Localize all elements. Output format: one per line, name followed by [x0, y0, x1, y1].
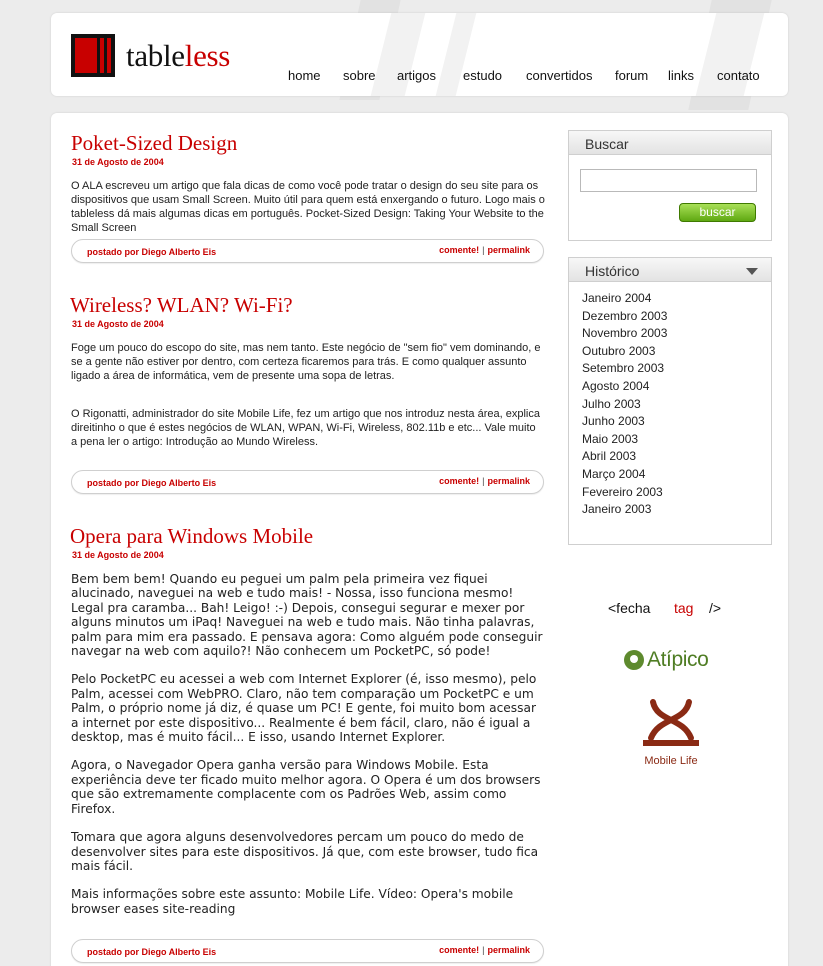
- search-button[interactable]: buscar: [679, 203, 756, 222]
- history-item[interactable]: Maio 2003: [582, 431, 639, 446]
- post: [71, 131, 545, 235]
- nav-convertidos[interactable]: convertidos: [526, 68, 593, 83]
- tag-word: tag: [674, 600, 694, 616]
- post-body: [71, 341, 544, 449]
- post-footer: [71, 239, 544, 263]
- atipico-logo-icon: [624, 650, 644, 670]
- history-title: Histórico: [585, 263, 640, 279]
- permalink-link[interactable]: permalink: [487, 945, 530, 955]
- atipico-text: Atípico: [647, 648, 709, 671]
- history-item[interactable]: Janeiro 2004: [582, 291, 652, 305]
- main-content: [51, 113, 788, 966]
- nav-contato[interactable]: contato: [717, 68, 760, 83]
- post-links: comente! | permalink: [439, 245, 530, 255]
- post-date: 31 de Agosto de 2004: [72, 319, 164, 329]
- mobile-life-logo-icon: [641, 698, 701, 750]
- history-list: [569, 282, 771, 519]
- search-box: [568, 130, 772, 241]
- post-paragraph: Bem bem bem! Quando eu peguei um palm pela primeira vez fiquei alucinado, naveguei na web e tudo mais! - Nossa, isso funciona mesmo! Legal pra caramba... Bah! Leigo! :-) Depois, consegui segurar e mexer por alguns minutos um iPaq! Naveguei na web e tudo mais. Não tinha palavras, palm para mim era passado. E pensava agora: Como alguém pode conseguir navegar na web com aquilo?! Não conhecem um PocketPC, só pode!: [71, 572, 543, 659]
- history-item[interactable]: Março 2004: [582, 466, 646, 481]
- comment-link[interactable]: comente!: [439, 945, 480, 955]
- comment-link[interactable]: comente!: [439, 476, 480, 486]
- mobile-life-text: Mobile Life: [644, 755, 698, 767]
- nav-links[interactable]: links: [668, 68, 695, 83]
- permalink-link[interactable]: permalink: [487, 476, 530, 486]
- history-item[interactable]: Novembro 2003: [582, 326, 668, 341]
- post: [70, 524, 544, 916]
- post-title[interactable]: Opera para Windows Mobile: [70, 524, 314, 548]
- post-author: postado por Diego Alberto Eis: [87, 247, 217, 257]
- nav-forum[interactable]: forum: [615, 68, 649, 83]
- history-item[interactable]: Janeiro 2003: [582, 502, 652, 517]
- site-header: [51, 13, 788, 96]
- nav-sobre[interactable]: sobre: [343, 68, 376, 83]
- atipico-badge[interactable]: [624, 648, 708, 672]
- nav-artigos[interactable]: artigos: [397, 68, 437, 83]
- post: [70, 293, 544, 449]
- nav-estudo[interactable]: estudo: [463, 68, 503, 83]
- post-body: [71, 572, 543, 916]
- post-links: comente! | permalink: [439, 945, 530, 955]
- tag-close: />: [709, 600, 722, 616]
- post-paragraph: Agora, o Navegador Opera ganha versão para Windows Mobile. Esta experiência deve ter ficado muito melhor agora. O Opera é um dos browsers que são extremamente complacente com os Padrões Web, assim como Firefox.: [71, 758, 541, 816]
- post-footer: [71, 470, 544, 494]
- post-footer: [71, 939, 544, 963]
- post-title[interactable]: Poket-Sized Design: [71, 131, 238, 155]
- comment-link[interactable]: comente!: [439, 245, 480, 255]
- tag-open: <fecha: [608, 600, 651, 616]
- history-item[interactable]: Fevereiro 2003: [582, 484, 663, 499]
- history-item[interactable]: Setembro 2003: [582, 361, 665, 376]
- post-date: 31 de Agosto de 2004: [72, 550, 164, 560]
- history-item[interactable]: Junho 2003: [582, 414, 645, 429]
- post-title[interactable]: Wireless? WLAN? Wi-Fi?: [70, 293, 293, 317]
- post-author: postado por Diego Alberto Eis: [87, 947, 217, 957]
- post-paragraph: Foge um pouco do escopo do site, mas nem tanto. Este negócio de "sem fio" vem dominando, e se a gente não estiver por dentro, com certeza ficaremos para trás. E como qualquer assunto ligado a área de informática, vem de presente uma sopa de letras.: [71, 342, 541, 382]
- mobile-life-badge[interactable]: [631, 698, 711, 767]
- history-item[interactable]: Julho 2003: [582, 396, 641, 411]
- post-links: comente! | permalink: [439, 476, 530, 486]
- post-paragraph: Pelo PocketPC eu acessei a web com Internet Explorer (é, isso mesmo), pelo Palm, acessei com WebPRO. Claro, não tem comparação um PocketPC e um Palm, o próprio nome já diz, é quase um PC! E gente, foi muito bom acessar a internet por este dispositivo... Realmente é bem fácil, claro, não é igual a desktop, mas é muito fácil... E isso, usando Internet Explorer.: [71, 672, 537, 745]
- post-paragraph: Mais informações sobre este assunto: Mobile Life. Vídeo: Opera's mobile browser eases site-reading: [71, 887, 514, 916]
- history-box-title[interactable]: [569, 258, 771, 282]
- search-box-title: Buscar: [569, 131, 771, 155]
- permalink-link[interactable]: permalink: [487, 245, 530, 255]
- search-input[interactable]: [580, 169, 757, 192]
- post-paragraph: Tomara que agora alguns desenvolvedores percam um pouco do medo de desenvolver sites para este dispositivos. Já que, com este browser, tudo fica mais fácil.: [71, 830, 539, 873]
- post-author: postado por Diego Alberto Eis: [87, 478, 217, 488]
- history-item[interactable]: Agosto 2004: [582, 378, 650, 393]
- post-paragraph: O ALA escreveu um artigo que fala dicas de como você pode tratar o design do seu site para os dispositivos que usam Small Screen. Muito útil para quem está enxergando o futuro. Logo mais o tableless dá mais algumas dicas em português. Pocket-Sized Design: Taking Your Website to the Small Screen: [71, 180, 545, 234]
- chevron-down-icon[interactable]: [746, 268, 758, 275]
- logo-text: tableless: [126, 37, 231, 73]
- history-item[interactable]: Outubro 2003: [582, 343, 656, 358]
- history-item[interactable]: Dezembro 2003: [582, 308, 668, 323]
- post-date: 31 de Agosto de 2004: [72, 157, 164, 167]
- post-paragraph: O Rigonatti, administrador do site Mobile Life, fez um artigo que nos introduz nesta área, explica direitinho o que é estes negócios de WLAN, WPAN, Wi-Fi, Wireless, 802.11b e etc... Vale muito a pena ler o artigo: Introdução ao Mundo Wireless.: [71, 408, 540, 448]
- nav-home[interactable]: home: [288, 68, 321, 83]
- history-item[interactable]: Abril 2003: [582, 449, 637, 464]
- main-nav: [51, 68, 788, 86]
- post-body: [71, 179, 545, 235]
- history-box: [568, 257, 772, 545]
